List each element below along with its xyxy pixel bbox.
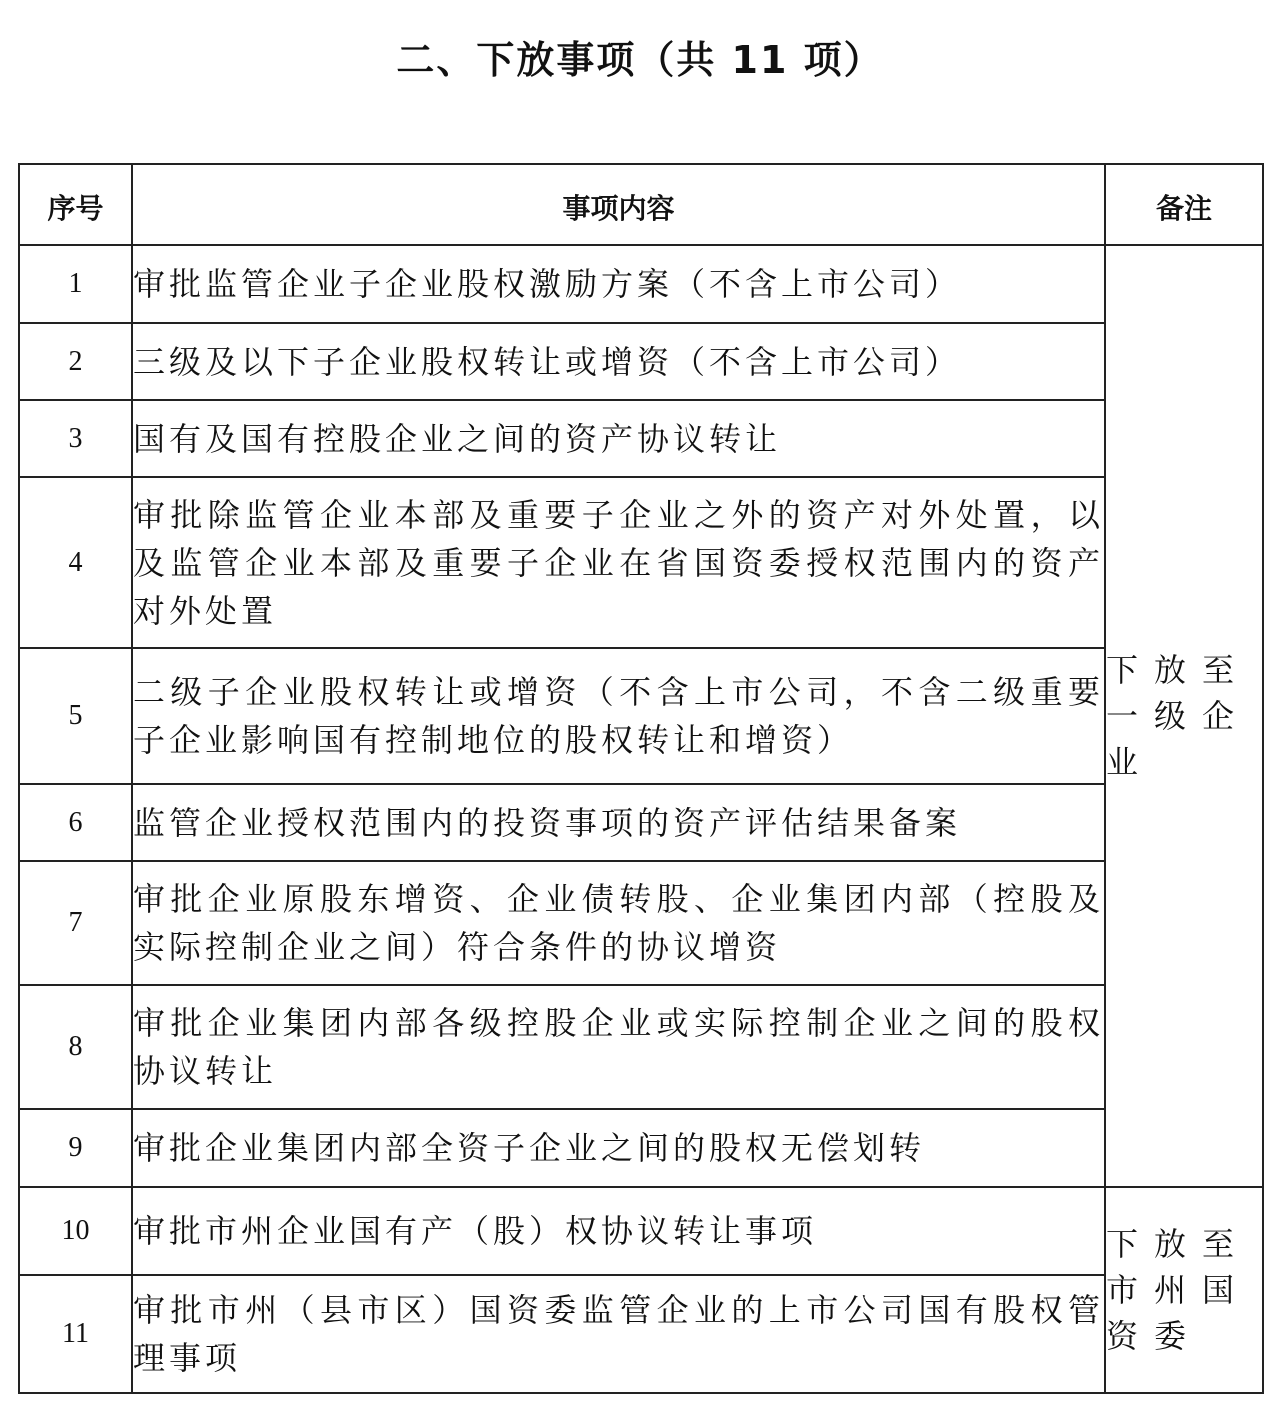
table-row bbox=[19, 1109, 1263, 1187]
table-row bbox=[19, 985, 1263, 1109]
row-number: 7 bbox=[19, 861, 132, 985]
row-content: 审批市州（县市区）国资委监管企业的上市公司国有股权管理事项 bbox=[132, 1275, 1105, 1393]
row-content: 审批市州企业国有产（股）权协议转让事项 bbox=[132, 1187, 1105, 1275]
page-title: 二、下放事项（共 11 项） bbox=[396, 38, 884, 82]
items-table bbox=[18, 163, 1264, 1394]
note-line: 下放至 bbox=[1106, 1225, 1251, 1263]
row-content: 审批企业原股东增资、企业债转股、企业集团内部（控股及实际控制企业之间）符合条件的协议增资 bbox=[132, 861, 1105, 985]
row-number: 6 bbox=[19, 784, 132, 861]
table-row bbox=[19, 1275, 1263, 1393]
row-number: 2 bbox=[19, 323, 132, 400]
table-header-row bbox=[19, 164, 1263, 245]
row-number: 11 bbox=[19, 1275, 132, 1393]
note-cell-first-level bbox=[1105, 245, 1263, 1187]
note-line: 市州国 bbox=[1106, 1271, 1251, 1309]
table-row bbox=[19, 1187, 1263, 1275]
row-number: 1 bbox=[19, 245, 132, 323]
row-content: 国有及国有控股企业之间的资产协议转让 bbox=[132, 400, 1105, 477]
table-row bbox=[19, 477, 1263, 648]
header-note: 备注 bbox=[1105, 164, 1263, 245]
table-row bbox=[19, 861, 1263, 985]
row-content: 监管企业授权范围内的投资事项的资产评估结果备案 bbox=[132, 784, 1105, 861]
header-content: 事项内容 bbox=[132, 164, 1105, 245]
row-number: 8 bbox=[19, 985, 132, 1109]
table-row bbox=[19, 648, 1263, 784]
row-content: 三级及以下子企业股权转让或增资（不含上市公司） bbox=[132, 323, 1105, 400]
row-content: 二级子企业股权转让或增资（不含上市公司，不含二级重要子企业影响国有控制地位的股权转让和增资） bbox=[132, 648, 1105, 784]
note-cell-city bbox=[1105, 1187, 1263, 1393]
row-number: 3 bbox=[19, 400, 132, 477]
row-content: 审批除监管企业本部及重要子企业之外的资产对外处置，以及监管企业本部及重要子企业在省国资委授权范围内的资产对外处置 bbox=[132, 477, 1105, 648]
table-row bbox=[19, 784, 1263, 861]
note-line: 资委 bbox=[1106, 1317, 1203, 1355]
row-number: 5 bbox=[19, 648, 132, 784]
header-number: 序号 bbox=[19, 164, 132, 245]
note-line: 业 bbox=[1106, 743, 1155, 781]
table-row bbox=[19, 245, 1263, 323]
row-content: 审批企业集团内部各级控股企业或实际控制企业之间的股权协议转让 bbox=[132, 985, 1105, 1109]
row-content: 审批监管企业子企业股权激励方案（不含上市公司） bbox=[132, 245, 1105, 323]
row-number: 9 bbox=[19, 1109, 132, 1187]
note-line: 下放至 bbox=[1106, 651, 1251, 689]
row-number: 10 bbox=[19, 1187, 132, 1275]
table-row bbox=[19, 400, 1263, 477]
table-row bbox=[19, 323, 1263, 400]
note-line: 一级企 bbox=[1106, 697, 1251, 735]
row-number: 4 bbox=[19, 477, 132, 648]
row-content: 审批企业集团内部全资子企业之间的股权无偿划转 bbox=[132, 1109, 1105, 1187]
